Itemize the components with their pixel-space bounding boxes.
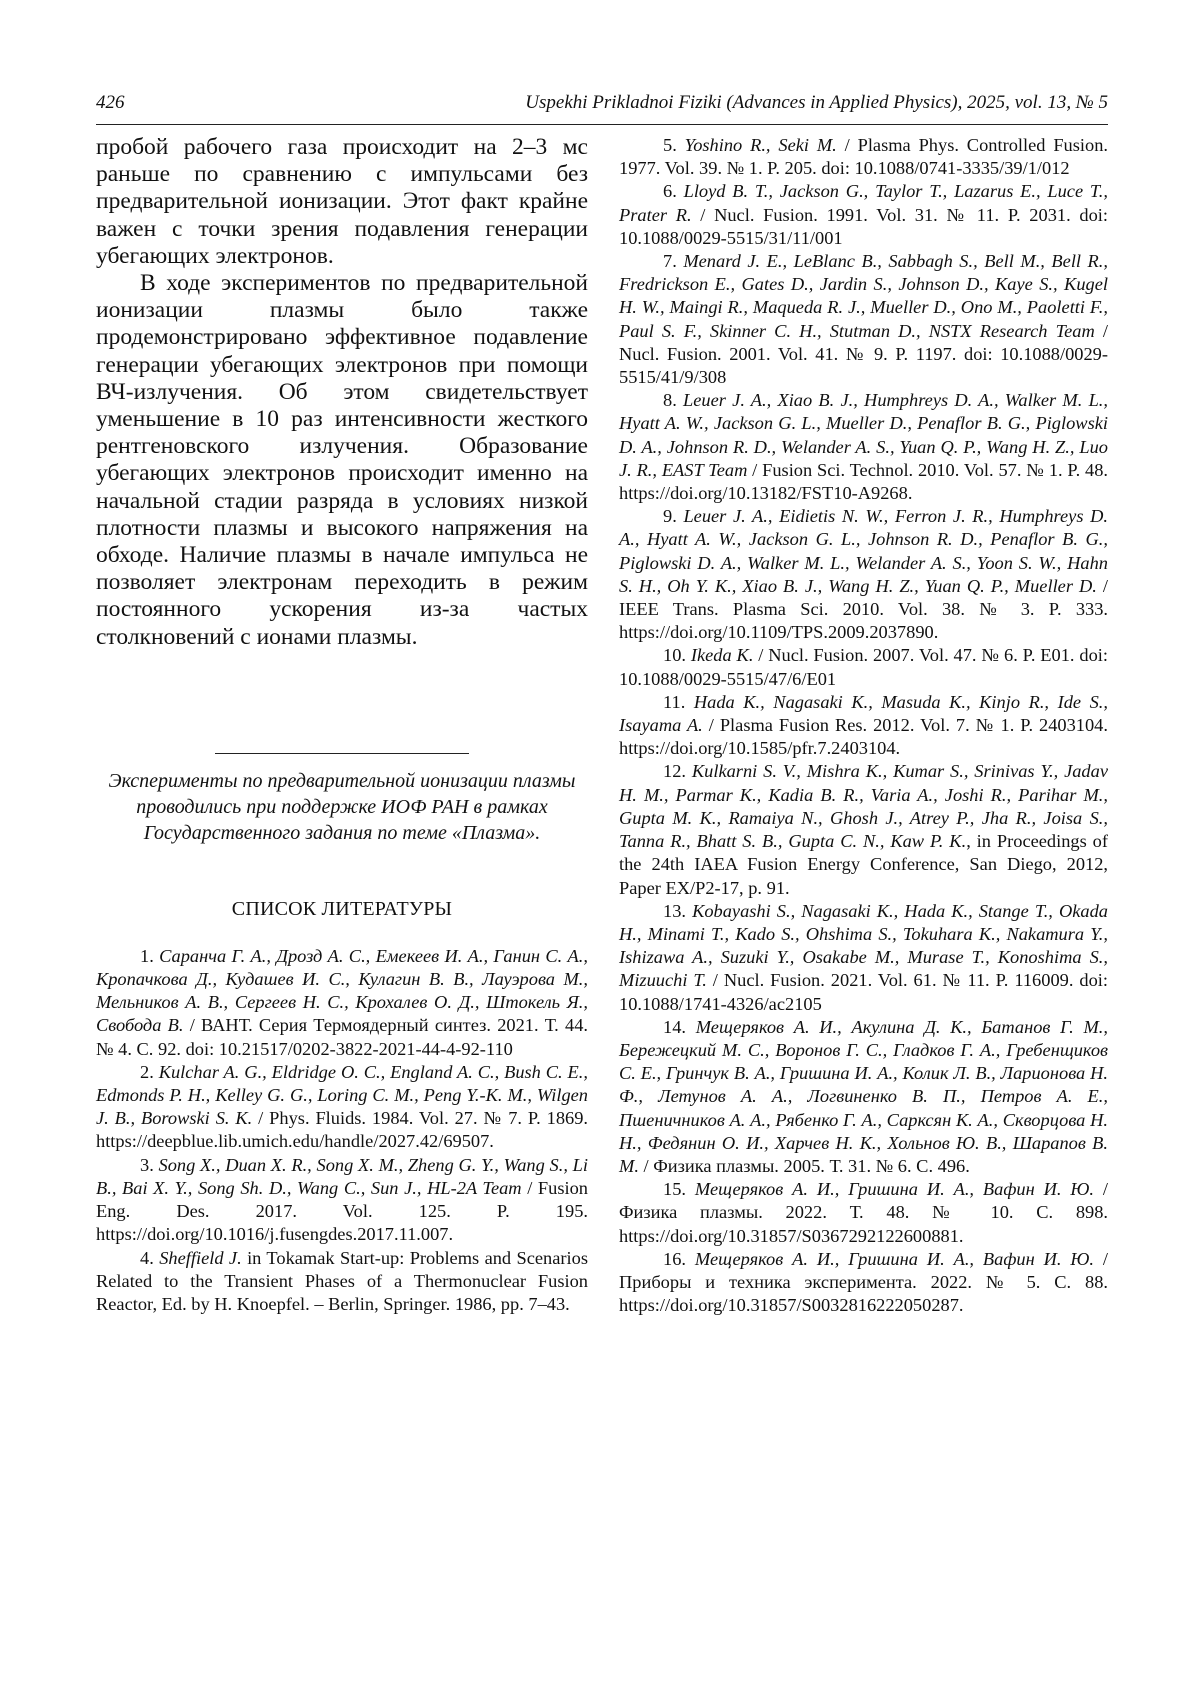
reference-item: 10. Ikeda K. / Nucl. Fusion. 2007. Vol. 47. № 6. P. E01. doi: 10.1088/0029-5515/47/6/E01 (619, 645, 1108, 689)
journal-title: Uspekhi Prikladnoi Fiziki (Advances in Applied Physics), 2025, vol. 13, № 5 (525, 92, 1108, 113)
reference-item: 13. Kobayashi S., Nagasaki K., Hada K., Stange T., Okada H., Minami T., Kado S., Ohshima S., Tokuhara K., Nakamura Y., Ishizawa A., Suzuki Y., Osakabe M., Murase T., Konoshima S., Mizuuchi T. / Nucl. Fusion. 2021. Vol. 61. № 11. P. 116009. doi: 10.1088/1741-4326/ac2105 (619, 900, 1108, 1014)
reference-item: 1. Саранча Г. А., Дрозд А. С., Емекеев И. А., Ганин С. А., Кропачкова Д., Кудашев И. С., Кулагин В. В., Лауэрова М., Мельников А. В., Сергеев Н. С., Крохалев О. Д., Штокель Я., Свобода В. / ВАНТ. Серия Термоядерный синтез. 2021. Т. 44. № 4. С. 92. doi: 10.21517/0202-3822-2021-44-4-92-110 (96, 945, 588, 1059)
references-heading: СПИСОК ЛИТЕРАТУРЫ (231, 897, 453, 920)
reference-list-left (96, 945, 588, 1316)
reference-item: 7. Menard J. E., LeBlanc B., Sabbagh S., Bell M., Bell R., Fredrickson E., Gates D., Jardin S., Johnson D., Kaye S., Kugel H. W., Maingi R., Maqueda R. J., Mueller D., Ono M., Paoletti F., Paul S. F., Skinner C. H., Stutman D., NSTX Research Team / Nucl. Fusion. 2001. Vol. 41. № 9. P. 1197. doi: 10.1088/0029-5515/41/9/308 (619, 251, 1108, 388)
acknowledgment: Эксперименты по предварительной ионизации плазмы проводились при поддержке ИОФ РАН в рамках Государственного задания по теме «Плазма». (108, 769, 576, 844)
reference-item: 8. Leuer J. A., Xiao B. J., Humphreys D. A., Walker M. L., Hyatt A. W., Jackson G. L., Mueller D., Penaflor B. G., Piglowski D. A., Johnson R. D., Welander A. S., Yuan Q. P., Wang H. Z., Luo J. R., EAST Team / Fusion Sci. Technol. 2010. Vol. 57. № 1. P. 48. https://doi.org/10.13182/FST10-A9268. (619, 390, 1109, 504)
page-number: 426 (96, 92, 125, 113)
reference-item: 5. Yoshino R., Seki M. / Plasma Phys. Controlled Fusion. 1977. Vol. 39. № 1. P. 205. doi: 10.1088/0741-3335/39/1/012 (619, 135, 1108, 179)
right-column (619, 134, 1108, 1317)
reference-list-right (619, 134, 1108, 1317)
reference-item: 12. Kulkarni S. V., Mishra K., Kumar S., Srinivas Y., Jadav H. M., Parmar K., Kadia B. R., Varia A., Joshi R., Parihar M., Gupta M. K., Ramaiya N., Ghosh J., Atrey P., Jha R., Joisa S., Tanna R., Bhatt S. B., Gupta C. N., Kaw P. K., in Proceedings of the 24th IAEA Fusion Energy Conference, San Diego, 2012, Paper EX/P2-17, p. 91. (619, 761, 1108, 898)
acknowledgment-separator (215, 753, 469, 754)
body-paragraph: В ходе экспериментов по предварительной ионизации плазмы было также продемонстрировано эффективное подавление генерации убегающих электронов при помощи ВЧ-излучения. Об этом свидетельствует уменьшение в 10 раз интенсивности жесткого рентгеновского излучения. Образование убегающих электронов происходит именно на начальной стадии разряда в условиях низкой плотности плазмы и высокого напряжения на обходе. Наличие плазмы в начале импульса не позволяет электронам переходить в режим постоянного ускорения из-за частых столкновений с ионами плазмы. (96, 270, 588, 650)
reference-item: 4. Sheffield J. in Tokamak Start-up: Problems and Scenarios Related to the Transient Phases of a Thermonuclear Fusion Reactor, Ed. by H. Knoepfel. – Berlin, Springer. 1986, pp. 7–43. (96, 1247, 588, 1314)
body-paragraph: пробой рабочего газа происходит на 2–3 мс раньше по сравнению с импульсами без предварительной ионизации. Этот факт крайне важен с точки зрения подавления генерации убегающих электронов. (96, 134, 588, 269)
reference-item: 15. Мещеряков А. И., Гришина И. А., Вафин И. Ю. / Физика плазмы. 2022. Т. 48. № 10. С. 898. https://doi.org/10.31857/S0367292122600881. (619, 1179, 1108, 1246)
left-column (96, 134, 588, 1316)
reference-item: 6. Lloyd B. T., Jackson G., Taylor T., Lazarus E., Luce T., Prater R. / Nucl. Fusion. 1991. Vol. 31. № 11. P. 2031. doi: 10.1088/0029-5515/31/11/001 (619, 181, 1108, 248)
reference-item: 2. Kulchar A. G., Eldridge O. C., England A. C., Bush C. E., Edmonds P. H., Kelley G. G., Loring C. M., Peng Y.-K. M., Wilgen J. B., Borowski S. K. / Phys. Fluids. 1984. Vol. 27. № 7. P. 1869. https://deepblue.lib.umich.edu/handle/2027.42/69507. (96, 1061, 588, 1152)
reference-item: 16. Мещеряков А. И., Гришина И. А., Вафин И. Ю. / Приборы и техника эксперимента. 2022. № 5. С. 88. https://doi.org/10.31857/S0032816222050287. (619, 1248, 1108, 1316)
reference-item: 11. Hada K., Nagasaki K., Masuda K., Kinjo R., Ide S., Isayama A. / Plasma Fusion Res. 2012. Vol. 7. № 1. P. 2403104. https://doi.org/10.1585/pfr.7.2403104. (619, 691, 1108, 759)
reference-item: 14. Мещеряков А. И., Акулина Д. К., Батанов Г. М., Бережецкий М. С., Воронов Г. С., Гладков Г. А., Гребенщиков С. Е., Гринчук В. А., Гришина И. А., Колик Л. В., Ларионова Н. Ф., Летунов А. А., Логвиненко В. П., Петров А. Е., Пшеничников А. А., Рябенко Г. А., Сарксян К. А., Скворцова Н. Н., Федянин О. И., Харчев Н. К., Хольнов Ю. В., Шарапов В. М. / Физика плазмы. 2005. Т. 31. № 6. С. 496. (619, 1016, 1108, 1176)
header-rule (96, 124, 1108, 125)
reference-item: 3. Song X., Duan X. R., Song X. M., Zheng G. Y., Wang S., Li B., Bai X. Y., Song Sh. D., Wang C., Sun J., HL-2A Team / Fusion Eng. Des. 2017. Vol. 125. P. 195. https://doi.org/10.1016/j.fusengdes.2017.11.007. (96, 1154, 588, 1245)
page-header (96, 92, 1108, 122)
reference-item: 9. Leuer J. A., Eidietis N. W., Ferron J. R., Humphreys D. A., Hyatt A. W., Jackson G. L., Johnson R. D., Penaflor B. G., Piglowski D. A., Walker M. L., Welander A. S., Yoon S. W., Hahn S. H., Oh Y. K., Xiao B. J., Wang H. Z., Yuan Q. P., Mueller D. / IEEE Trans. Plasma Sci. 2010. Vol. 38. № 3. P. 333. https://doi.org/10.1109/TPS.2009.2037890. (619, 506, 1108, 643)
